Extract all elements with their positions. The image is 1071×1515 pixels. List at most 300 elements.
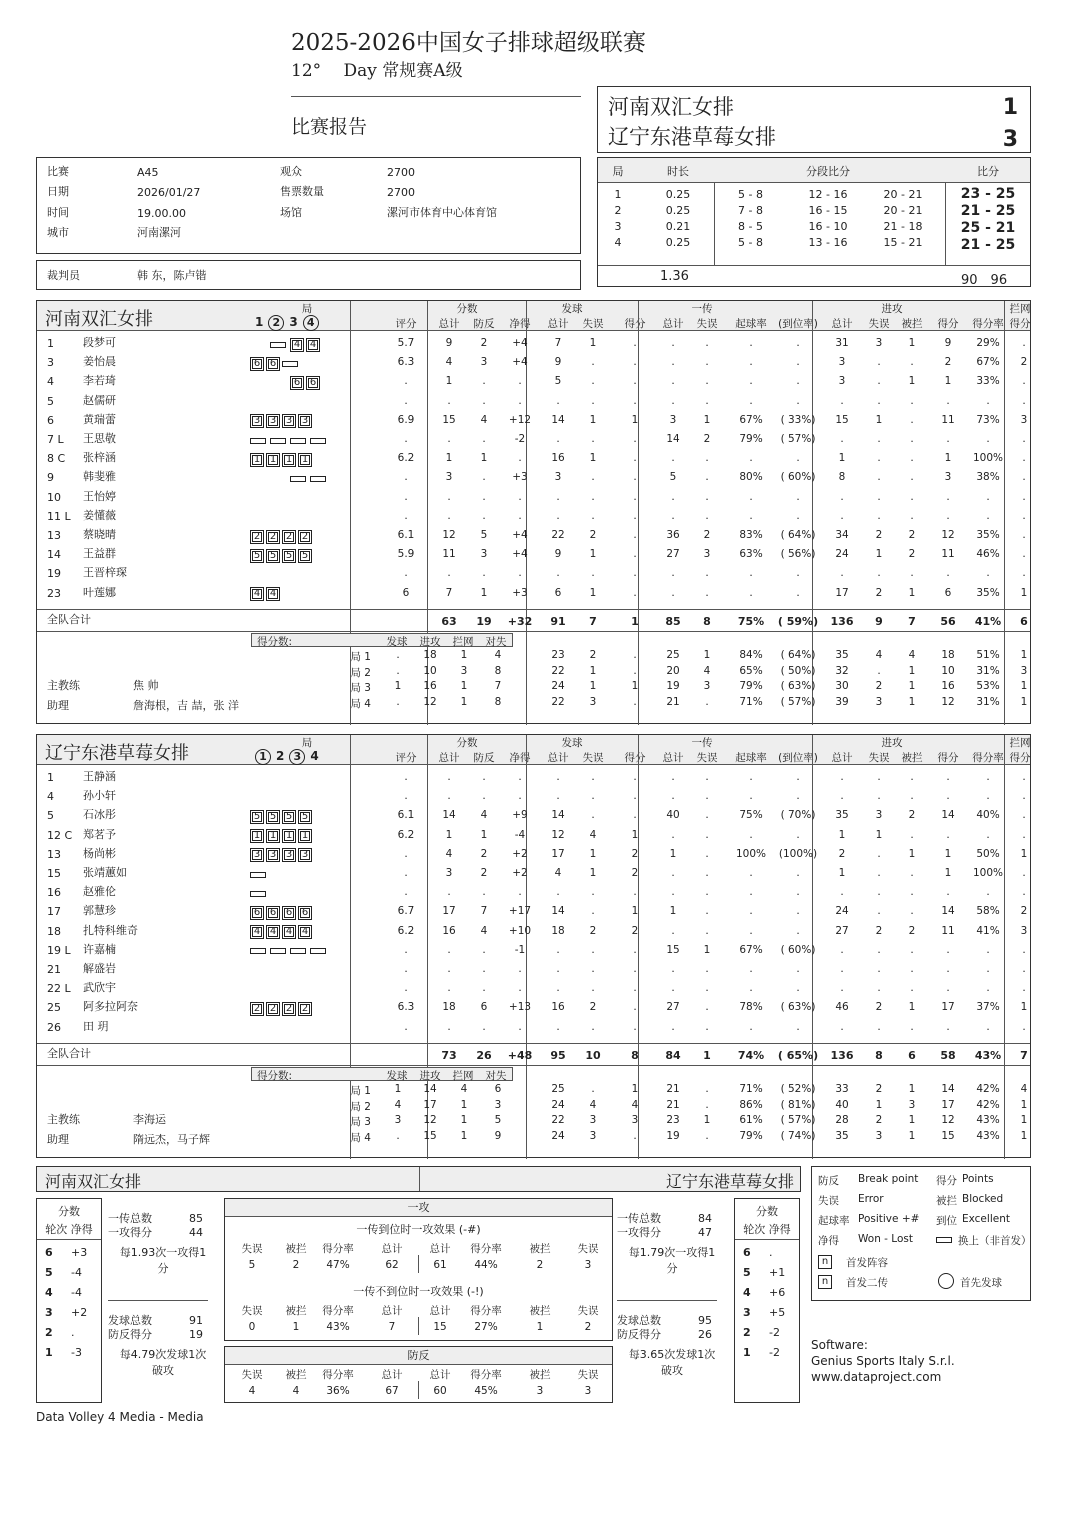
stat-cell: . xyxy=(877,509,881,522)
set-stat-cell: 4 xyxy=(1020,1083,1028,1095)
stat-cell: . xyxy=(404,847,408,860)
label-venue: 场馆 xyxy=(280,206,302,219)
stat-cell: . xyxy=(749,886,753,899)
set-stat-cell: 23 xyxy=(551,649,565,661)
set-cell: 5 - 8 xyxy=(738,236,763,249)
stat-cell: 2 xyxy=(703,529,711,541)
stat-cell: . xyxy=(705,963,709,975)
set-stat-cell: . xyxy=(396,1129,400,1142)
stat-cell: . xyxy=(404,771,408,783)
metric-value: 4 xyxy=(248,1385,256,1397)
player-number: 3 xyxy=(47,356,54,370)
stat-cell: 2 xyxy=(480,847,488,860)
legend-desc: Error xyxy=(858,1193,884,1205)
stat-cell: . xyxy=(591,905,595,918)
rotation-net: +5 xyxy=(769,1306,786,1319)
stat-cell: 2 xyxy=(631,924,639,937)
column-header: 失误 xyxy=(696,318,718,330)
stat-cell: 31 xyxy=(835,337,849,349)
stat-cell: . xyxy=(404,394,408,407)
starting-position: 3 xyxy=(250,414,264,428)
serve-header: 发球 xyxy=(561,737,583,749)
set-stat-cell: 4 xyxy=(494,649,502,661)
metric-value: 61 xyxy=(433,1259,447,1271)
stat-cell: +3 xyxy=(512,471,528,484)
stat-cell: . xyxy=(482,790,486,803)
stat-cell: . xyxy=(591,509,595,522)
metric-head: 得分率 xyxy=(322,1305,354,1317)
stat-cell: . xyxy=(796,452,800,465)
stat-cell: 1 xyxy=(944,867,952,879)
column-header: 总计 xyxy=(831,752,853,764)
reception-header: 一传 xyxy=(691,303,713,315)
stat-cell: . xyxy=(946,963,950,975)
stat-cell: . xyxy=(705,452,709,465)
stat-cell: . xyxy=(633,471,637,484)
column-header: 总计 xyxy=(547,318,569,330)
stat-cell: . xyxy=(749,567,753,580)
substitute-marker xyxy=(290,438,306,444)
stat-cell: . xyxy=(1022,394,1026,407)
stat-cell: 1 xyxy=(1020,1001,1028,1014)
player-rotation xyxy=(250,564,330,583)
match-info xyxy=(36,157,581,254)
set-cell: 12 - 16 xyxy=(808,188,848,201)
summary-home-title: 河南双汇女排 xyxy=(45,1172,142,1191)
player-rotation xyxy=(250,411,314,430)
stat-cell: 3 xyxy=(838,356,846,369)
stat-cell: . xyxy=(1022,963,1026,975)
stat-cell: . xyxy=(705,356,709,369)
set-stat-cell: 14 xyxy=(941,1083,955,1095)
stat-cell: (100%) xyxy=(778,847,818,860)
break-points-label: 防反得分 xyxy=(108,1328,152,1341)
column-header: 得分率 xyxy=(972,318,1004,330)
stat-cell: 14 xyxy=(551,413,565,426)
stat-cell: . xyxy=(749,375,753,388)
stat-cell: . xyxy=(910,828,914,841)
set-stat-cell: 18 xyxy=(941,649,955,661)
total-cell: 19 xyxy=(476,615,492,628)
stat-cell: 3 xyxy=(944,471,952,484)
stat-cell: . xyxy=(591,809,595,822)
serve-total: 95 xyxy=(698,1314,712,1327)
stat-cell: . xyxy=(556,943,560,956)
stat-cell: 40% xyxy=(976,809,1000,822)
player-rotation xyxy=(250,883,330,902)
coach-label: 主教练 xyxy=(47,1113,80,1126)
stat-cell: 6.1 xyxy=(397,529,415,541)
player-number: 22 L xyxy=(47,982,71,996)
stat-cell: . xyxy=(749,982,753,995)
stat-cell: . xyxy=(1022,809,1026,822)
stat-cell: 5 xyxy=(669,471,677,484)
set-stat-cell: 10 xyxy=(423,664,437,677)
column-header: 得分 xyxy=(937,318,959,330)
starting-position: 6 xyxy=(306,376,320,390)
rotation-net: +6 xyxy=(769,1286,786,1299)
set-stat-cell: 3 xyxy=(494,1098,502,1111)
label-date: 日期 xyxy=(47,185,69,198)
stat-cell: . xyxy=(796,886,800,899)
stat-cell: 6.1 xyxy=(397,809,415,822)
stat-cell: 37% xyxy=(976,1001,1000,1014)
metric-value: 2 xyxy=(292,1259,300,1271)
stat-cell: 1 xyxy=(875,413,883,426)
stat-cell: 1 xyxy=(445,375,453,388)
stat-cell: 6.9 xyxy=(397,413,415,426)
stat-cell: . xyxy=(986,394,990,407)
set-stat-cell: 3 xyxy=(589,695,597,708)
stat-cell: . xyxy=(633,529,637,541)
stat-cell: 15 xyxy=(442,413,456,426)
stat-cell: . xyxy=(946,771,950,783)
metric-value: 47% xyxy=(326,1259,350,1271)
stat-cell: 12 xyxy=(442,529,456,541)
set-stat-cell: 53% xyxy=(976,680,1000,692)
player-name: 郑茗予 xyxy=(83,827,116,841)
stat-cell: 1 xyxy=(480,452,488,465)
stat-cell: . xyxy=(705,490,709,503)
stat-cell: . xyxy=(591,943,595,956)
stat-cell: . xyxy=(910,433,914,445)
starting-position: 1 xyxy=(298,829,312,843)
stat-cell: . xyxy=(633,375,637,388)
stat-cell: . xyxy=(946,433,950,445)
stat-cell: 11 xyxy=(442,548,456,561)
starting-position: 4 xyxy=(250,587,264,601)
player-name: 段梦可 xyxy=(83,336,116,349)
stat-cell: . xyxy=(705,905,709,918)
stat-cell: 14 xyxy=(551,905,565,918)
legend-key: 防反 xyxy=(818,1175,839,1187)
stat-cell: 2 xyxy=(875,1001,883,1014)
starting-position: 5 xyxy=(250,810,264,824)
stat-cell: . xyxy=(840,982,844,995)
stat-cell: . xyxy=(877,1020,881,1033)
set-stat-cell: . xyxy=(633,695,637,708)
stat-cell: 4 xyxy=(445,847,453,860)
stat-cell: . xyxy=(447,982,451,995)
stat-cell: 100% xyxy=(972,452,1004,465)
label-tickets: 售票数量 xyxy=(280,185,324,198)
stat-cell: . xyxy=(633,809,637,822)
stat-cell: . xyxy=(447,567,451,580)
away-team-name: 辽宁东港草莓女排 xyxy=(608,125,776,149)
stat-cell: 41% xyxy=(976,924,1000,937)
set-stat-cell: 3 xyxy=(875,1129,883,1142)
player-number: 6 xyxy=(47,413,54,427)
attack-header: 进攻 xyxy=(881,737,903,749)
stat-cell: 1 xyxy=(838,867,846,879)
set-stat-cell: 4 xyxy=(394,1098,402,1111)
stat-cell: -4 xyxy=(514,828,526,841)
set-stat-cell: 71% xyxy=(739,1083,763,1095)
set-stat-cell: 4 xyxy=(631,1098,639,1111)
player-name: 张梓涵 xyxy=(83,451,116,465)
breakdown-head: 进攻 xyxy=(419,1070,441,1082)
divider xyxy=(37,609,1030,610)
stat-cell: -1 xyxy=(514,943,526,956)
starting-position: 4 xyxy=(298,925,312,939)
stat-cell: . xyxy=(877,771,881,783)
column-header: 失误 xyxy=(582,318,604,330)
breakdown-label: 得分数: xyxy=(257,636,293,648)
set-stat-cell: 12 xyxy=(941,695,955,708)
set-stat-cell: 1 xyxy=(1020,1114,1028,1126)
substitute-marker xyxy=(250,891,266,897)
set-stat-cell: 21 xyxy=(666,695,680,708)
stat-cell: . xyxy=(796,790,800,803)
excellent-reception-title: 一传到位时一攻效果 (-#) xyxy=(356,1223,481,1236)
starting-position: 1 xyxy=(266,829,280,843)
stat-cell: . xyxy=(749,924,753,937)
total-cell: 1 xyxy=(631,615,639,628)
set-stat-cell: 1 xyxy=(460,1114,468,1126)
stat-cell: 50% xyxy=(976,847,1000,860)
metric-value: 36% xyxy=(326,1385,350,1397)
stat-cell: ( 33%) xyxy=(780,413,816,426)
column-header: 失误 xyxy=(868,752,890,764)
set-stat-cell: . xyxy=(396,695,400,708)
rotation-number: 5 xyxy=(45,1266,53,1279)
stat-cell: . xyxy=(518,490,522,503)
set-stat-cell: 9 xyxy=(494,1129,502,1142)
stat-cell: . xyxy=(671,886,675,899)
serve-total: 91 xyxy=(189,1314,203,1327)
metric-head: 失误 xyxy=(241,1305,263,1317)
stat-cell: . xyxy=(840,509,844,522)
stat-cell: 2 xyxy=(1020,356,1028,369)
metric-head: 总计 xyxy=(429,1369,451,1381)
set-stat-cell: 4 xyxy=(589,1098,597,1111)
set-stat-cell: 24 xyxy=(551,1098,565,1111)
column-header: (到位率) xyxy=(778,752,818,764)
stat-cell: 67% xyxy=(976,356,1000,369)
stat-cell: . xyxy=(840,567,844,580)
stat-cell: 15 xyxy=(835,413,849,426)
stat-cell: 6.2 xyxy=(397,828,415,841)
set-stat-cell: 12 xyxy=(423,695,437,708)
player-name: 张靖蕙如 xyxy=(83,866,127,879)
poor-reception-title: 一传不到位时一攻效果 (-!) xyxy=(353,1285,484,1298)
serve-total-label: 发球总数 xyxy=(108,1314,152,1327)
stat-cell: . xyxy=(877,471,881,484)
player-number: 13 xyxy=(47,529,61,542)
stat-cell: 38% xyxy=(976,471,1000,484)
player-rotation xyxy=(250,545,314,564)
stat-cell: . xyxy=(1022,375,1026,388)
stat-cell: 18 xyxy=(442,1001,456,1014)
stat-cell: 2 xyxy=(875,924,883,937)
metric-value: 44% xyxy=(474,1259,498,1271)
total-cell: 74% xyxy=(737,1049,765,1062)
stat-cell: . xyxy=(986,490,990,503)
stat-cell: 6.3 xyxy=(397,356,415,369)
stat-cell: . xyxy=(671,452,675,465)
legend-key: 起球率 xyxy=(818,1215,850,1227)
set-circles xyxy=(255,749,324,765)
total-cell: 73 xyxy=(441,1049,457,1062)
match-date: 2026/01/27 xyxy=(137,186,201,199)
stat-cell: 11 xyxy=(941,413,955,426)
stat-cell: 17 xyxy=(551,847,565,860)
stat-cell: . xyxy=(404,963,408,975)
stat-cell: 1 xyxy=(908,1001,916,1014)
starting-position: 1 xyxy=(298,453,312,467)
stat-cell: . xyxy=(986,963,990,975)
metric-value: 67 xyxy=(385,1385,399,1397)
stat-cell: . xyxy=(796,356,800,369)
substitute-marker xyxy=(290,476,306,482)
player-name: 扎特科维奇 xyxy=(83,923,138,937)
column-header: (到位率) xyxy=(778,318,818,330)
set-stat-cell: 2 xyxy=(875,1083,883,1095)
stat-cell: 1 xyxy=(908,337,916,349)
set-stat-cell: 30 xyxy=(835,680,849,692)
set-indicator: 2 xyxy=(276,749,285,763)
stat-cell: 3 xyxy=(838,375,846,388)
stat-cell: 2 xyxy=(908,548,916,561)
set-stat-cell: 15 xyxy=(423,1129,437,1142)
column-header: 防反 xyxy=(473,318,495,330)
serve-header: 发球 xyxy=(561,303,583,315)
rotation-number: 1 xyxy=(45,1346,53,1359)
divider xyxy=(108,1300,208,1301)
stat-cell: . xyxy=(910,905,914,918)
stat-cell: . xyxy=(986,433,990,445)
stat-cell: 4 xyxy=(589,828,597,841)
stat-cell: . xyxy=(910,509,914,522)
legend-desc: 首先发球 xyxy=(960,1277,1002,1289)
set-stat-cell: 86% xyxy=(739,1098,763,1111)
stat-cell: . xyxy=(877,943,881,956)
stat-cell: . xyxy=(877,394,881,407)
stat-cell: +17 xyxy=(508,905,532,918)
stat-cell: . xyxy=(482,1020,486,1033)
stat-cell: 33% xyxy=(976,375,1000,388)
stat-cell: +2 xyxy=(512,867,528,879)
stat-cell: 7 xyxy=(554,337,562,349)
stat-cell: . xyxy=(796,905,800,918)
total-cell: 63 xyxy=(441,615,457,628)
spectators: 2700 xyxy=(387,166,415,179)
stat-cell: +4 xyxy=(512,529,528,541)
referees: 韩 东，陈卢锴 xyxy=(137,269,207,282)
stat-cell: 4 xyxy=(480,413,488,426)
set-stat-cell: 19 xyxy=(666,680,680,692)
player-number: 23 xyxy=(47,586,61,600)
stat-cell: . xyxy=(705,567,709,580)
set-stat-cell: 1 xyxy=(631,680,639,692)
stat-cell: . xyxy=(482,567,486,580)
stat-cell: 2 xyxy=(631,867,639,879)
stat-cell: 5 xyxy=(554,375,562,388)
set-stat-cell: 3 xyxy=(908,1098,916,1111)
set-stat-cell: . xyxy=(705,695,709,708)
set-cell: 13 - 16 xyxy=(808,236,848,249)
substitute-marker xyxy=(270,948,286,954)
stat-cell: . xyxy=(591,471,595,484)
set-stat-cell: 局 1 xyxy=(350,1085,371,1097)
set-stat-cell: 局 2 xyxy=(350,666,371,679)
set-stat-cell: 21 xyxy=(666,1083,680,1095)
points-header: 分数 xyxy=(456,737,478,749)
stat-cell: . xyxy=(946,982,950,995)
stat-cell: 1 xyxy=(1020,586,1028,599)
set-cell: 0.25 xyxy=(665,204,691,217)
starting-position: 4 xyxy=(290,338,304,352)
set-stat-cell: 1 xyxy=(1020,680,1028,692)
set-stat-cell: 局 4 xyxy=(350,1131,371,1144)
set-cell: 0.21 xyxy=(665,220,691,233)
assistant-names: 隋远杰，马子辉 xyxy=(133,1133,210,1146)
set-stat-cell: 1 xyxy=(908,1114,916,1126)
set-stat-cell: . xyxy=(705,1129,709,1142)
stat-cell: +4 xyxy=(512,356,528,369)
metric-head: 被拦 xyxy=(285,1305,307,1317)
stat-cell: 3 xyxy=(669,413,677,426)
column-header: 总计 xyxy=(831,318,853,330)
stat-cell: 1 xyxy=(631,905,639,918)
player-number: 13 xyxy=(47,847,61,861)
total-cell: 1 xyxy=(703,1049,711,1062)
player-rotation xyxy=(250,507,330,526)
home-team-name: 河南双汇女排 xyxy=(608,95,734,119)
stat-cell: . xyxy=(447,963,451,975)
starting-position: 2 xyxy=(298,1002,312,1016)
stat-cell: . xyxy=(910,567,914,580)
player-name: 杨尚彬 xyxy=(83,846,116,860)
player-name: 赵儒研 xyxy=(83,393,116,407)
stat-cell: . xyxy=(840,433,844,445)
starting-position: 3 xyxy=(282,414,296,428)
metric-value: 2 xyxy=(536,1259,544,1271)
rotation-number: 1 xyxy=(743,1346,751,1359)
rotation-net: . xyxy=(769,1246,773,1259)
stat-cell: . xyxy=(796,567,800,580)
set-stat-cell: 局 3 xyxy=(350,1116,371,1128)
stat-cell: . xyxy=(404,375,408,388)
player-number: 19 xyxy=(47,567,61,581)
starting-position: 6 xyxy=(266,357,280,371)
metric-value: 3 xyxy=(584,1259,592,1271)
column-header: 得分 xyxy=(624,318,646,330)
metric-head: 失误 xyxy=(577,1305,599,1317)
stat-cell: . xyxy=(705,771,709,783)
stat-cell: 2 xyxy=(908,924,916,937)
player-number: 1 xyxy=(47,771,54,784)
set-stat-cell: 4 xyxy=(460,1083,468,1095)
stat-cell: 1 xyxy=(875,828,883,841)
stat-cell: +4 xyxy=(512,548,528,561)
total-cell: 6 xyxy=(908,1049,916,1062)
column-header: 得分率 xyxy=(972,752,1004,764)
stat-cell: . xyxy=(1022,529,1026,541)
stat-cell: . xyxy=(518,567,522,580)
set-stat-cell: 1 xyxy=(394,680,402,692)
stat-cell: . xyxy=(877,375,881,388)
divider xyxy=(37,1239,101,1240)
stat-cell: 6 xyxy=(480,1001,488,1014)
set-stat-cell: 35 xyxy=(835,649,849,661)
stat-cell: 11 xyxy=(941,548,955,561)
stat-cell: . xyxy=(877,452,881,465)
stat-cell: 79% xyxy=(739,433,763,445)
score-box xyxy=(597,86,1031,153)
player-number: 1 xyxy=(47,337,54,350)
set-stat-cell: 3 xyxy=(703,680,711,692)
